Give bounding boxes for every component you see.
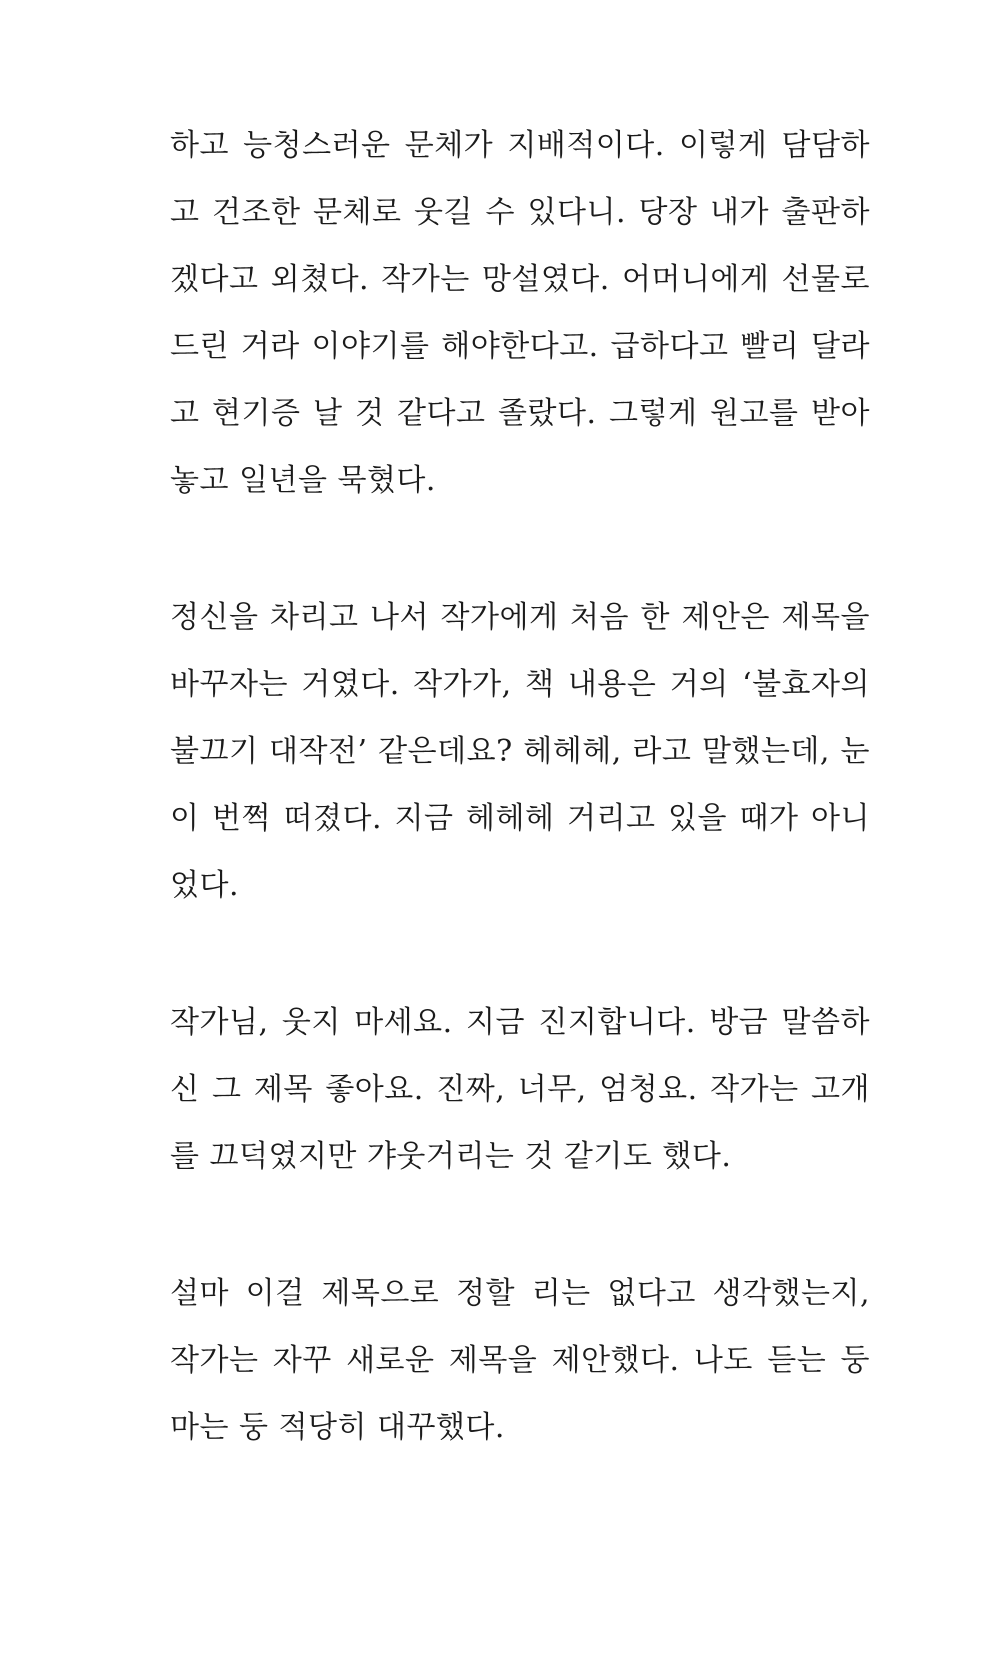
document-body <box>170 112 870 1461</box>
text-line: 신 그 제목 좋아요. 진짜, 너무, 엄청요. 작가는 고개 <box>170 1072 870 1107</box>
paragraph <box>170 989 870 1190</box>
text-line: 었다. <box>170 868 239 903</box>
text-line: 정신을 차리고 나서 작가에게 처음 한 제안은 제목을 <box>170 600 870 635</box>
text-line: 드린 거라 이야기를 해야한다고. 급하다고 빨리 달라 <box>170 329 870 364</box>
paragraph <box>170 1260 870 1461</box>
text-line: 이 번쩍 떠졌다. 지금 헤헤헤 거리고 있을 때가 아니 <box>170 801 870 836</box>
text-line: 하고 능청스러운 문체가 지배적이다. 이렇게 담담하 <box>170 128 870 163</box>
text-line: 작가는 자꾸 새로운 제목을 제안했다. 나도 듣는 둥 <box>170 1343 870 1378</box>
text-line: 겠다고 외쳤다. 작가는 망설였다. 어머니에게 선물로 <box>170 262 870 297</box>
text-line: 마는 둥 적당히 대꾸했다. <box>170 1410 505 1445</box>
text-line: 작가님, 웃지 마세요. 지금 진지합니다. 방금 말씀하 <box>170 1005 870 1040</box>
text-line: 불끄기 대작전’ 같은데요? 헤헤헤, 라고 말했는데, 눈 <box>170 734 870 769</box>
text-line: 바꾸자는 거였다. 작가가, 책 내용은 거의 ‘불효자의 <box>170 667 870 702</box>
text-line: 설마 이걸 제목으로 정할 리는 없다고 생각했는지, <box>170 1276 870 1311</box>
text-line: 놓고 일년을 묵혔다. <box>170 463 436 498</box>
paragraph <box>170 584 870 919</box>
text-line: 고 건조한 문체로 웃길 수 있다니. 당장 내가 출판하 <box>170 195 870 230</box>
text-line: 를 끄덕였지만 갸웃거리는 것 같기도 했다. <box>170 1139 732 1174</box>
paragraph <box>170 112 870 514</box>
text-line: 고 현기증 날 것 같다고 졸랐다. 그렇게 원고를 받아 <box>170 396 870 431</box>
